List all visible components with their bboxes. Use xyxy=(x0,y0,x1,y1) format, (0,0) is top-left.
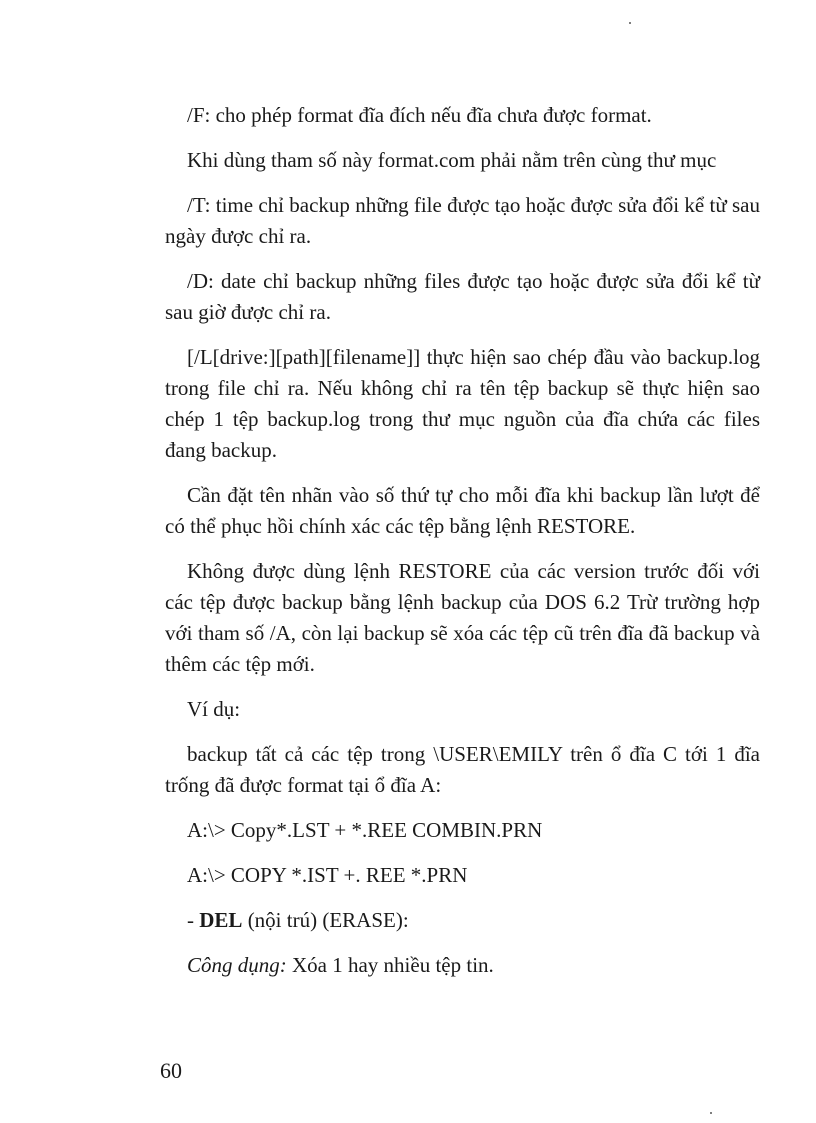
paragraph-format-option: /F: cho phép format đĩa đích nếu đĩa chưa được format. xyxy=(187,103,652,127)
del-heading xyxy=(165,905,760,936)
page-number: 60 xyxy=(160,1058,182,1083)
usage-text: Xóa 1 hay nhiều tệp tin. xyxy=(286,953,494,977)
del-prefix: - xyxy=(187,908,200,932)
usage-line xyxy=(165,950,760,981)
paragraph-time-option: /T: time chỉ backup những file được tạo hoặc được sửa đổi kể từ sau ngày được chỉ ra. xyxy=(165,193,760,248)
command-line-2: A:\> COPY *.IST +. REE *.PRN xyxy=(187,863,468,887)
scan-speck xyxy=(629,22,631,24)
paragraph-label-note: Cần đặt tên nhãn vào số thứ tự cho mỗi đĩa khi backup lần lượt để có thể phục hồi chính xác các tệp bằng lệnh RESTORE. xyxy=(165,483,760,538)
scan-speck xyxy=(710,1112,712,1114)
del-rest: (nội trú) (ERASE): xyxy=(242,908,409,932)
page-body xyxy=(165,100,760,995)
paragraph-example-heading: Ví dụ: xyxy=(187,697,241,721)
paragraph-restore-note: Không được dùng lệnh RESTORE của các version trước đối với các tệp được backup bằng lệnh backup của DOS 6.2 Trừ trường hợp với tham số /A, còn lại backup sẽ xóa các tệp cũ trên đĩa đã backup và thêm các tệp mới. xyxy=(165,559,760,676)
paragraph-format-note: Khi dùng tham số này format.com phải nằm trên cùng thư mục xyxy=(187,148,717,172)
paragraph-date-option: /D: date chỉ backup những files được tạo hoặc được sửa đổi kể từ sau giờ được chỉ ra. xyxy=(165,269,760,324)
command-line-1: A:\> Copy*.LST + *.REE COMBIN.PRN xyxy=(187,818,543,842)
paragraph-log-option: [/L[drive:][path][filename]] thực hiện sao chép đầu vào backup.log trong file chỉ ra. Nếu không chỉ ra tên tệp backup sẽ thực hiện sao chép 1 tệp backup.log trong thư mục nguồn của đĩa chứa các files đang backup. xyxy=(165,345,760,462)
del-command: DEL xyxy=(199,908,243,932)
paragraph-example-text: backup tất cả các tệp trong \USER\EMILY trên ổ đĩa C tới 1 đĩa trống đã được format tại ổ đĩa A: xyxy=(165,742,760,797)
usage-label: Công dụng: xyxy=(187,953,287,977)
